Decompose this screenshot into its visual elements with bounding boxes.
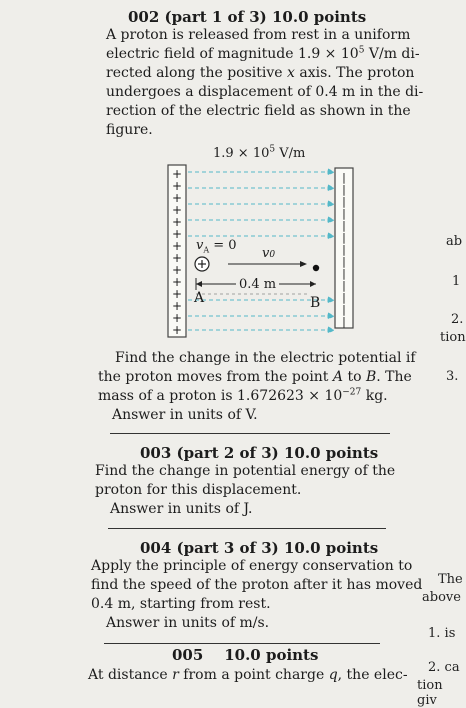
margin-text-2: 1 — [452, 274, 461, 289]
q004-header: 004 (part 3 of 3) 10.0 points — [140, 539, 379, 557]
q002-header: 002 (part 1 of 3) 10.0 points — [128, 8, 367, 26]
minus-sign: | — [342, 231, 346, 244]
plus-sign: + — [171, 299, 183, 313]
margin-text-8: 1. is — [428, 626, 456, 641]
q004-line-1: Apply the principle of energy conservation to — [91, 558, 413, 574]
q005-line-1: At distance r from a point charge q, the elec- — [88, 667, 408, 683]
q003-line-1: Find the change in potential energy of the — [95, 463, 396, 479]
point-b-label: B — [310, 295, 321, 311]
q002-line-6: figure. — [106, 122, 153, 138]
plus-sign: + — [171, 323, 183, 337]
point-b-dot — [313, 265, 319, 271]
minus-sign: | — [342, 267, 346, 280]
q002-after-line-2: the proton moves from the point A to B. The — [98, 369, 412, 385]
minus-sign: | — [342, 279, 346, 292]
plus-sign: + — [171, 263, 183, 277]
q002-line-5: rection of the electric field as shown in the — [106, 103, 411, 119]
q002-line-1: A proton is released from rest in a uniform — [106, 27, 411, 43]
minus-sign: | — [342, 315, 346, 328]
q003-line-2: proton for this displacement. — [95, 482, 302, 498]
distance-label: 0.4 m — [236, 277, 279, 292]
answer-divider-1 — [110, 433, 390, 434]
plus-sign: + — [171, 239, 183, 253]
plus-sign: + — [171, 227, 183, 241]
margin-text-9: 2. ca — [428, 660, 460, 675]
plus-sign: + — [171, 167, 183, 181]
minus-sign: | — [342, 219, 346, 232]
minus-signs — [336, 172, 352, 328]
q004-line-3: 0.4 m, starting from rest. — [91, 596, 271, 612]
plus-signs — [169, 168, 185, 336]
q002-after-line-3: mass of a proton is $1.672623 \times 10^{-27}$ kg. — [98, 387, 388, 404]
minus-sign: | — [342, 207, 346, 220]
minus-sign: | — [342, 291, 346, 304]
va-label: $v_A = 0$ — [196, 238, 237, 255]
margin-text-5: 3. — [446, 369, 459, 384]
q004-answer-units: Answer in units of m/s. — [106, 615, 270, 631]
plus-sign: + — [171, 311, 183, 325]
margin-text-3: 2. — [451, 312, 464, 327]
q003-answer-units: Answer in units of J. — [110, 501, 253, 517]
plus-sign: + — [171, 191, 183, 205]
minus-sign: | — [342, 171, 346, 184]
q004-line-2: find the speed of the proton after it has moved — [91, 577, 423, 593]
q005-header: 005 10.0 points — [172, 646, 319, 664]
q002-answer-units: Answer in units of V. — [112, 407, 258, 423]
q002-line-4: undergoes a displacement of 0.4 m in the di- — [106, 84, 424, 100]
minus-sign: | — [342, 195, 346, 208]
minus-sign: | — [342, 255, 346, 268]
v0-label: v0 — [262, 246, 276, 261]
q002-after-line-1: Find the change in the electric potential if — [115, 350, 416, 366]
plus-sign: + — [171, 251, 183, 265]
electric-field-figure — [160, 140, 360, 345]
plus-sign: + — [171, 287, 183, 301]
minus-sign: | — [342, 243, 346, 256]
margin-text-7: above — [422, 590, 461, 605]
margin-text-1: ab — [446, 234, 463, 249]
q002-line-3: rected along the positive x axis. The proton — [106, 65, 415, 81]
plus-sign: + — [171, 203, 183, 217]
margin-text-6: The — [438, 572, 463, 587]
answer-divider-2 — [108, 528, 386, 529]
field-diagram — [160, 140, 360, 345]
answer-divider-3 — [104, 643, 380, 644]
margin-text-4: tion — [440, 330, 466, 345]
point-a-label: A — [194, 290, 205, 306]
q003-header: 003 (part 2 of 3) 10.0 points — [140, 444, 379, 462]
plus-sign: + — [171, 275, 183, 289]
field-magnitude-label: $1.9 \times 10^5$ V/m — [213, 144, 306, 161]
minus-sign: | — [342, 303, 346, 316]
minus-sign: | — [342, 183, 346, 196]
plus-sign: + — [171, 179, 183, 193]
q002-line-2: electric field of magnitude $1.9 \times 10^5$ V/m di- — [106, 45, 420, 62]
margin-text-10: tion giv — [417, 678, 443, 708]
plus-sign: + — [171, 215, 183, 229]
